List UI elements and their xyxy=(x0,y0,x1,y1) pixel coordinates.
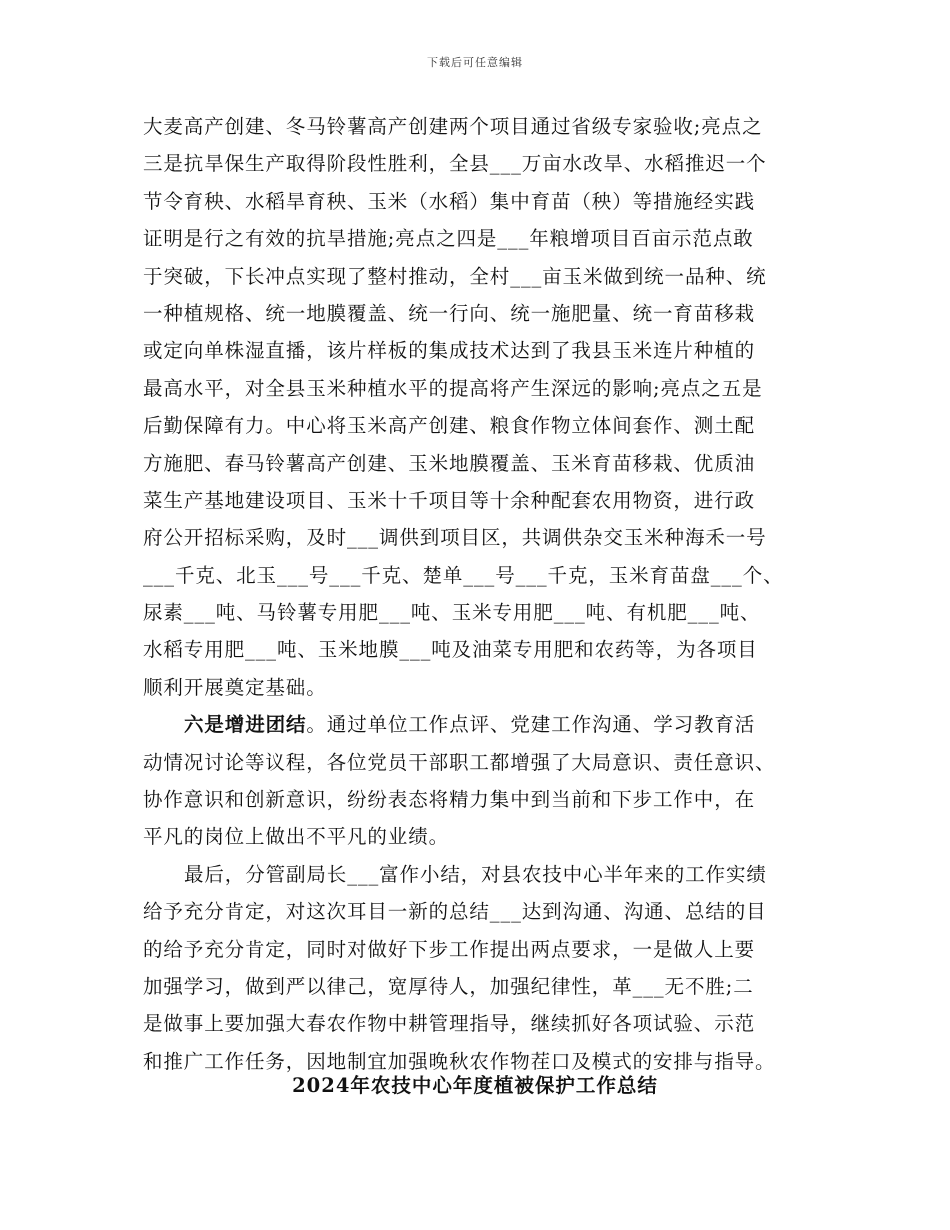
text-line: 是做事上要加强大春农作物中耕管理指导，继续抓好各项试验、示范 xyxy=(143,1012,756,1036)
paragraph-achievements xyxy=(143,108,823,706)
text-line: ___千克、北玉___号___千克、楚单___号___千克，玉米育苗盘___个、 xyxy=(143,563,784,587)
text-line: 菜生产基地建设项目、玉米十千项目等十余种配套农用物资，进行政 xyxy=(143,488,756,512)
text-line: 动情况讨论等议程，各位党员干部职工都增强了大局意识、责任意识、 xyxy=(143,750,776,774)
bold-lead: 六是增进团结 xyxy=(184,713,307,737)
text-line: 协作意识和创新意识，纷纷表态将精力集中到当前和下步工作中，在 xyxy=(143,788,756,812)
text-line xyxy=(143,706,823,743)
text-line: 或定向单株湿直播，该片样板的集成技术达到了我县玉米连片种植的 xyxy=(143,339,756,363)
text-line: 后勤保障有力。中心将玉米高产创建、粮食作物立体间套作、测土配 xyxy=(143,414,756,438)
paragraph-summary xyxy=(143,856,823,1080)
text-line: 顺利开展奠定基础。 xyxy=(143,675,327,699)
text-line: 和推广工作任务，因地制宜加强晚秋农作物茬口及模式的安排与指导。 xyxy=(143,1049,776,1073)
text-line: 方施肥、春马铃薯高产创建、玉米地膜覆盖、玉米育苗移栽、优质油 xyxy=(143,451,756,475)
text-line: 府公开招标采购，及时___调供到项目区，共调供杂交玉米种海禾一号 xyxy=(143,526,767,550)
text-line: 给予充分肯定，对这次耳目一新的总结___达到沟通、沟通、总结的目 xyxy=(143,900,767,924)
text-span: 。通过单位工作点评、党建工作沟通、学习教育活 xyxy=(306,713,756,737)
text-line: 一种植规格、统一地膜覆盖、统一行向、统一施肥量、统一育苗移栽 xyxy=(143,301,756,325)
document-body xyxy=(143,108,823,1080)
text-line: 三是抗旱保生产取得阶段性胜利，全县___万亩水改旱、水稻推迟一个 xyxy=(143,152,767,176)
text-line: 平凡的岗位上做出不平凡的业绩。 xyxy=(143,825,450,849)
text-line: 节令育秧、水稻旱育秧、玉米（水稻）集中育苗（秧）等措施经实践 xyxy=(143,189,756,213)
text-line: 大麦高产创建、冬马铃薯高产创建两个项目通过省级专家验收;亮点之 xyxy=(143,115,763,138)
paragraph-unity xyxy=(143,706,823,856)
text-line: 水稻专用肥___吨、玉米地膜___吨及油菜专用肥和农药等，为各项目 xyxy=(143,638,758,662)
section-title: 2024年农技中心年度植被保护工作总结 xyxy=(292,1074,658,1097)
text-line: 证明是行之有效的抗旱措施;亮点之四是___年粮增项目百亩示范点敢 xyxy=(143,227,754,251)
text-line: 的给予充分肯定，同时对做好下步工作提出两点要求，一是做人上要 xyxy=(143,937,756,961)
text-line: 尿素___吨、马铃薯专用肥___吨、玉米专用肥___吨、有机肥___吨、 xyxy=(143,601,761,625)
text-line: 最高水平，对全县玉米种植水平的提高将产生深远的影响;亮点之五是 xyxy=(143,376,763,400)
text-line: 最后，分管副局长___富作小结，对县农技中心半年来的工作实绩 xyxy=(184,862,767,886)
text-line: 加强学习，做到严以律己，宽厚待人，加强纪律性，革___无不胜;二 xyxy=(143,974,754,998)
text-line: 于突破，下长冲点实现了整村推动，全村___亩玉米做到统一品种、统 xyxy=(143,264,767,288)
page-header: 下载后可任意编辑 xyxy=(427,56,523,69)
